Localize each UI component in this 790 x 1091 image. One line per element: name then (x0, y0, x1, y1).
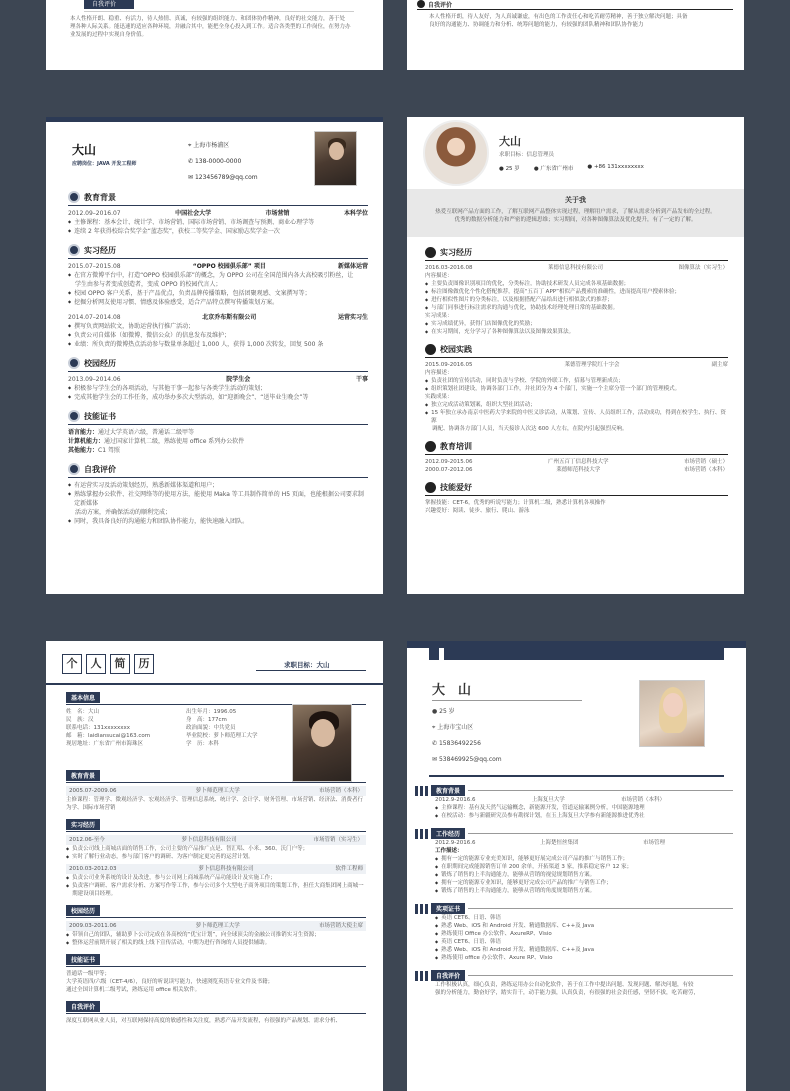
section-basic-info: 基本信息 (66, 692, 100, 703)
briefcase-icon (68, 244, 80, 256)
contact-row: ● 25 岁 ● 广东省广州市 ● +86 131xxxxxxxx (499, 164, 644, 172)
phone-icon: ✆ (432, 740, 439, 747)
briefcase-icon (425, 247, 436, 258)
section-skills: 技能证书 (68, 410, 368, 422)
section-header: 自我评价 (417, 0, 452, 8)
section-education: 教育背景 (66, 770, 100, 781)
star-icon (425, 482, 436, 493)
user-icon: ● (432, 708, 440, 715)
location-icon: ⌖ (188, 142, 194, 149)
goal-text: 求职目标：大山 (284, 661, 330, 669)
phone-icon: ✆ (188, 158, 195, 165)
resume-heading: 个 人 简 历 (62, 654, 154, 674)
candidate-name: 大山 (499, 135, 521, 148)
section-campus: 校园经历 (66, 905, 100, 916)
profile-photo (292, 704, 352, 782)
location-icon: ⌖ (432, 724, 438, 731)
section-skills: 技能证书 (66, 954, 100, 965)
position-text: 应聘岗位：JAVA 开发工程师 (72, 161, 137, 167)
resume-page-4: 大 山 ● 25 岁 ⌖ 上海市宝山区 ✆ 15836492256 ✉ 538469925@qq.com 教育背景 2012.9-2016.6 上海复旦大学 市场营销（本科） ◆ 主修课程：基有及天然气运输概念，新能源开发，管道运输案例分析，中国能源地理 ◆ 在校活动：参与新疆研究员参有勘探计划，在玉上海复旦大学参有新能源推进优秀社 工作经历 2012.9-2016.6 上海楚恒丝集团 市场管理 工作描述： ◆ 拥有一定的能源专业充美知识，能够更好展完成公司产品的推广与销售工作； ◆ 在职期间完成能源销售订单 200 余单，开拓渠道 3 家，推系稳定客户 12 家； ◆ 锻炼了销售的上半沟通能力，能够从营销的视觉规划销售方案。 ◆ 拥有一定的能源专业知识，能够更好完成公司产品的推广与销售工作； ◆ 锻炼了销售的上半沟通能力，能够从营销的角度规划销售方案。 奖项证书 ◆ 英语 CET6、日语、韩语 ◆ 熟悉 Web、iOS 和 Android 开发、精通数据库、C++及 Java ◆ 熟练使用 Office 办公软件、AxureRP、Visio ◆ 英语 CET6、日语、韩语 ◆ 熟悉 Web、iOS 和 Android 开发、精通数据库、C++及 Java ◆ 熟练使用 office 办公软件、Axure RP、Visio 自我评价 工作积极认真，细心负责，熟练运用办公自动化软件，善于在工作中提出问题、发现问题、解决问题，有较 强的分析能力，勤奋好学，踏实肯干，动手能力强，认真负责，有很强的社会责任感，坚韧不拔，吃苦耐劳， (407, 641, 746, 1091)
section-work: 工作经历 (415, 828, 733, 839)
location-icon: ● (533, 166, 541, 172)
profile-photo (423, 120, 489, 186)
section-icon (417, 0, 425, 8)
section-self-evaluation: 自我评价 (66, 1001, 100, 1012)
graduation-icon (68, 191, 80, 203)
resume-page-2: 大山 求职目标：信息管理员 ● 25 岁 ● 广东省广州市 ● +86 131xxxxxxxx 关于我 热爱互联网产品方面的工作，了解互联网产品整体实现过程，理解用户需求，了解从需求分析到产品发布的全过程。 优秀的数据分析能力和严密的逻辑思维；实习期间，对各种图像算法及优化提升，有了一定的了解。 实习经历 2016.03-2016.08 莱德信息科技有限公司 图像算法（实习生） 内容描述： ◆ 主要负责图像识别项目的优化，分类标注，协助技术研发人员完成各项基础数据； ◆ 标注图像做优化个性化搭配推荐，提高“五百丁 APP”相似产品搜索的准确性，进而提高用户搜索体验； ◆ 进行相似性图片的分类标注，以及根据搭配产品给出进行相似款式的推荐； ◆ 与部门同事进行标注需求的沟通与优化，协助技术经理处理日常的基础数据。 实习成果： ◆ 实习成绩优异，获得门店图像优化的奖励； ◆ 在实习期间，充分学习了各种图像算法以及图像效果算法。 校园实践 2015.09-2016.05 莱德管理学院红十字会 副主席 内容描述： ◆ 负责社团的宣传活动，同时负责与学校、学院的外联工作，招募与管理新成员； ◆ 组织策划社团建设，协调各部门工作，并社团分为 4 个部门，实施一个主席分管一个部门的管理模式。 实践成果： ◆ 独立完成活动策划案，组织大型社团活动； ◆ 15 年独立承办南京中医药大学来院的中医义诊活动，从策划、宣传、人员组织工作，活动成功，得到在校学生、执行、资源 调配、协调各方部门人员，当天接诊人次达 600 人左右，在院内引起强烈反响。 教育培训 2012.09-2015.06 广州五百丁信息科技大学 市场营销（硕士） 2000.07-2012.06 莱德师范科技大学 市场营销（本科） 技能爱好 掌握技能：CET-6，优秀的听说写能力；计算机二级，熟悉计算机各项操作 兴趣爱好：阅读、徒步、旅行、爬山、游泳 (407, 117, 744, 594)
candidate-name: 大山 (72, 143, 97, 157)
section-self-evaluation: 自我评价 (68, 463, 368, 475)
email-icon: ✉ (432, 756, 439, 763)
contact-block: ● 25 岁 ⌖ 上海市宝山区 ✆ 15836492256 ✉ 538469925@qq.com (432, 708, 502, 763)
section-self-evaluation: 自我评价 (415, 970, 733, 981)
graduation-icon (425, 441, 436, 452)
section-skills: 技能爱好 (425, 482, 728, 493)
campus-icon (68, 357, 80, 369)
section-certificates: 奖项证书 (415, 903, 733, 914)
resume-page-3: 个 人 简 历 求职目标：大山 基本信息 姓 名：大山 出生年月：1996.05 民 族：汉 身 高：177cm 联系电话：131xxxxxxxx 政治面貌：中共党员 邮 箱：laidiansucai@163.com 毕业院校：萝卜师范理工大学 现居地址：广东省广州市海珠区 学 历：本科 教育背景 2005.07-2009.06 萝卜师范理工大学 市场营销（本科） 主修课程：管理学、微观经济学、宏观经济学、管理信息系统、统计学、会计学、财务管理、市场营销、经济法、消费者行为学、国际市场营销 实习经历 2012.06-至今 萝卜信息科技有限公司 市场管销（实习生） ◆ 负责公司线上商城店面的销售工作，公司主要的产品推广点是、智汇唱、小米、360、沃门户等； ◆ 实时了解行业动态，参与部门客户的调研、为客户制定更完善的运营计划。 2010.03-2012.03 萝卜信息科技有限公司 软件工程师 ◆ 负责公司业务系统的设计及改进，参与公司网上商城系统产品功能设计及实施工作； ◆ 负责客户调研、客户需求分析、方案写作等工作，参与公司多个大型电子商务项目的策划工作，担任大商集团网上商城一期建设项目经理。 校园经历 2009.03-2011.06 萝卜师范理工大学 市场营销大使主席 ◆ 带领自己的团队，辅助萝卜公司完成在各高校的“优宝计划”，向全球顶尖的金融公司推销实习生资源； ◆ 整体运营前期开展了相关的线上线下宣传活动，中期为进行咨询的人员提供辅助。 技能证书 普通话一级甲等； 大学英语四/六级（CET-4/6），良好的听说读写能力，快速浏览英语专业文件及书籍； 通过全国计算机二级考试，熟练运用 office 相关软件。 自我评价 深度互联网从业人员，对互联网保持高度的敏感性和关注度，熟悉产品开发流程，有很强的产品规划、需求分析、 (46, 641, 383, 1091)
flag-icon (425, 344, 436, 355)
candidate-name: 大 山 (432, 683, 472, 698)
resume-page-top-left (46, 0, 383, 70)
phone-icon: ● (587, 164, 594, 170)
section-education: 教育培训 (425, 441, 728, 452)
section-internship: 实习经历 (68, 244, 368, 256)
resume-page-top-right (407, 0, 744, 70)
user-icon (68, 463, 80, 475)
section-internship: 实习经历 (425, 247, 728, 258)
self-evaluation-text: 本人性格开朗，待人友好，为人真诚谦虚，有出色的工作责任心和吃苦耐劳精神，善于独立解决问题；具备 良好的沟通能力、协调能力和分析、统筹问题的能力，有较强的团队精神和团队协作能力 (429, 14, 688, 28)
section-education: 教育背景 (415, 785, 733, 796)
section-header: 自我评价 (84, 0, 134, 9)
section-education: 教育背景 (68, 191, 368, 203)
user-icon: ● (499, 166, 506, 172)
self-evaluation-text: 本人性格开朗、稳重、有活力，待人热情、真诚，有较强的组织能力、和团体协作精神，良好的社交能力，善于处 理各种人际关系。能迅速的适应各种环境，并融合其中，能把全身心投入到工作。适合各类型的工作岗位，在努力办 业发展的过程中实现自身价值。 (70, 16, 351, 38)
section-campus: 校园经历 (68, 357, 368, 369)
certificate-icon (68, 410, 80, 422)
email-icon: ✉ (188, 174, 195, 181)
about-section: 关于我 热爱互联网产品方面的工作，了解互联网产品整体实现过程，理解用户需求，了解从需求分析到产品发布的全过程。 优秀的数据分析能力和严密的逻辑思维；实习期间，对各种图像算法及优化提升，有了一定的了解。 (407, 189, 744, 237)
section-campus: 校园实践 (425, 344, 728, 355)
contact-block: ⌖ 上海市杨浦区 ✆ 138-0000-0000 ✉ 123456789@qq.com (188, 142, 258, 181)
section-internship: 实习经历 (66, 819, 100, 830)
goal-text: 求职目标：信息管理员 (499, 152, 555, 158)
resume-page-1: 大山 应聘岗位：JAVA 开发工程师 ⌖ 上海市杨浦区 ✆ 138-0000-0000 ✉ 123456789@qq.com 教育背景 2012.09–2016.07 中国社会大学 市场营销 本科学位 ◆ 主修课程：基本会计、统计学、市场营销、国际市场营销、市场调查与预测、商业心理学等 ◆ 连续 2 年获得校综合奖学金“蓝态奖”，获校二等奖学金、国家励志奖学金一次 实习经历 2015.07–2015.08 “OPPO 校园俱乐部” 项目 新媒体运营 ◆ 在官方微博平台中，打造“OPPO 校园俱乐部”的概念，为 OPPO 公司在全国范围内各大高校吸引粉丝，让 学生由参与者变成创造者，变成 OPPO 的校园代言人； ◆ 校园 OPPO 客户关系，基于产品优点，负责品牌传播策略，包括团聚观感、文案撰写等； ◆ 挖掘分析网友使用习惯、情感及体验感受，适合产品特点撰写传播策划方案。 2014.07–2014.08 北京乔布斯有限公司 运营实习生 ◆ 撰写负责网站软文，协助运营执行推广活动； ◆ 负责公司自媒体（如微博、微信公众）的信息发布及维护； ◆ 业绩：所负责的微博热点活动参与数量单条超过 1,000 人，获得 1,000 次转发，回复 500 条 校园经历 2013.09–2014.06 院学生会 干事 ◆ 积极参与学生会的各项活动，与其他干事一起参与各类学生活动的策划； ◆ 完成其他学生会的工作任务，成功举办多次大型活动，如“迎新晚会”、“送毕业生晚会”等 技能证书 语言能力：通过大学英语六级，普通话二级甲等 计算机能力：通过国家计算机二级，熟练使用 office 系列办公软件 其他能力：C1 驾照 自我评价 ◆ 有运营实习及活动策划经历，熟悉新媒体渠道和用户； ◆ 熟练掌握办公软件、社交网络等的使用方法，能使用 Maka 等工具制作简单的 H5 页面，也能根据公司要求制定新媒体 活动方案，并确保活动的顺利完成； ◆ 同时，我具备良好的沟通能力和团队协作能力，能快速融入团队。 (46, 117, 383, 594)
profile-photo (639, 680, 705, 747)
profile-photo (314, 131, 357, 186)
